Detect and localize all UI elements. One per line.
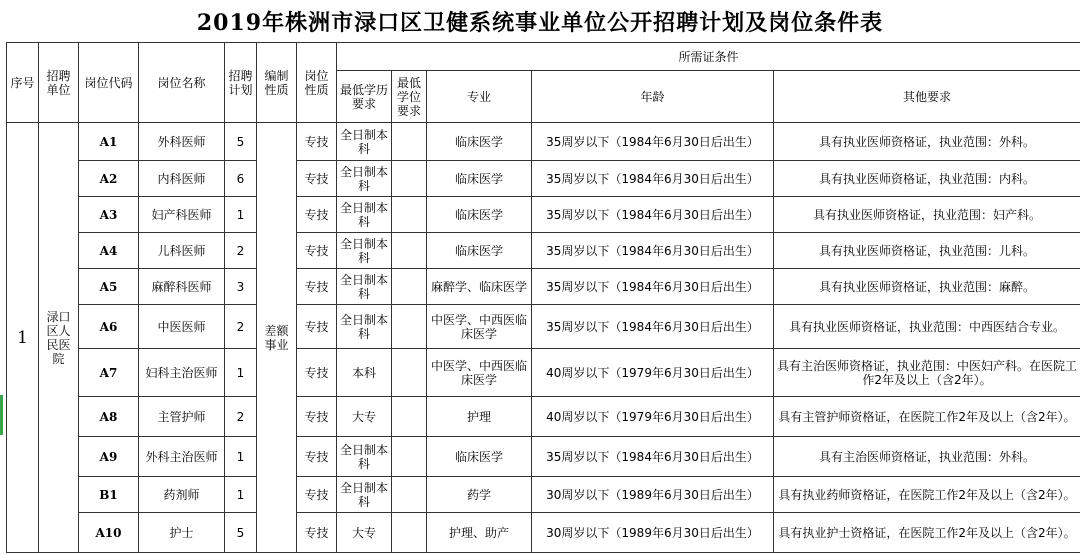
table-row	[7, 161, 1080, 197]
degree-cell	[392, 397, 427, 437]
header-name: 岗位名称	[139, 43, 225, 123]
plan-cell: 3	[225, 269, 257, 305]
nature-cell: 专技	[297, 233, 337, 269]
code-cell: A3	[79, 197, 139, 233]
age-cell: 35周岁以下（1984年6月30日后出生）	[532, 161, 774, 197]
edu-cell: 全日制本科	[337, 477, 392, 513]
major-cell: 麻醉学、临床医学	[427, 269, 532, 305]
name-cell: 中医医师	[139, 305, 225, 349]
degree-cell	[392, 233, 427, 269]
plan-cell: 1	[225, 349, 257, 397]
edu-cell: 大专	[337, 397, 392, 437]
staffing-cell: 差额事业	[257, 123, 297, 553]
nature-cell: 专技	[297, 269, 337, 305]
major-cell: 临床医学	[427, 197, 532, 233]
header-nature: 岗位性质	[297, 43, 337, 123]
nature-cell: 专技	[297, 305, 337, 349]
age-cell: 30周岁以下（1989年6月30日后出生）	[532, 513, 774, 553]
header-age: 年龄	[532, 71, 774, 123]
nature-cell: 专技	[297, 349, 337, 397]
table-row	[7, 197, 1080, 233]
code-cell: A2	[79, 161, 139, 197]
major-cell: 临床医学	[427, 233, 532, 269]
code-cell: B1	[79, 477, 139, 513]
nature-cell: 专技	[297, 477, 337, 513]
header-seq: 序号	[7, 43, 39, 123]
degree-cell	[392, 477, 427, 513]
degree-cell	[392, 161, 427, 197]
age-cell: 35周岁以下（1984年6月30日后出生）	[532, 305, 774, 349]
edu-cell: 全日制本科	[337, 197, 392, 233]
edu-cell: 全日制本科	[337, 123, 392, 161]
unit-cell: 渌口区人民医院	[39, 123, 79, 553]
name-cell: 外科主治医师	[139, 437, 225, 477]
other-cell: 具有执业医师资格证，执业范围：中西医结合专业。	[774, 305, 1080, 349]
edu-cell: 全日制本科	[337, 269, 392, 305]
other-cell: 具有执业医师资格证，执业范围：麻醉。	[774, 269, 1080, 305]
age-cell: 35周岁以下（1984年6月30日后出生）	[532, 123, 774, 161]
other-cell: 具有主管护师资格证，在医院工作2年及以上（含2年）。	[774, 397, 1080, 437]
other-cell: 具有执业医师资格证，执业范围：妇产科。	[774, 197, 1080, 233]
table-row	[7, 123, 1080, 161]
other-cell: 具有执业医师资格证，执业范围：内科。	[774, 161, 1080, 197]
plan-cell: 2	[225, 305, 257, 349]
edu-cell: 全日制本科	[337, 305, 392, 349]
table-row	[7, 305, 1080, 349]
table-row	[7, 233, 1080, 269]
nature-cell: 专技	[297, 513, 337, 553]
header-major: 专业	[427, 71, 532, 123]
code-cell: A4	[79, 233, 139, 269]
plan-cell: 2	[225, 233, 257, 269]
name-cell: 妇科主治医师	[139, 349, 225, 397]
age-cell: 35周岁以下（1984年6月30日后出生）	[532, 197, 774, 233]
header-conditions: 所需证条件	[337, 43, 1080, 71]
table-body	[7, 123, 1080, 553]
degree-cell	[392, 269, 427, 305]
nature-cell: 专技	[297, 437, 337, 477]
major-cell: 药学	[427, 477, 532, 513]
recruitment-table	[6, 42, 1080, 553]
name-cell: 外科医师	[139, 123, 225, 161]
other-cell: 具有主治医师资格证，执业范围：外科。	[774, 437, 1080, 477]
age-cell: 35周岁以下（1984年6月30日后出生）	[532, 233, 774, 269]
edu-cell: 全日制本科	[337, 233, 392, 269]
code-cell: A8	[79, 397, 139, 437]
header-other: 其他要求	[774, 71, 1080, 123]
nature-cell: 专技	[297, 197, 337, 233]
other-cell: 具有主治医师资格证，执业范围：中医妇产科。在医院工作2年及以上（含2年）。	[774, 349, 1080, 397]
age-cell: 35周岁以下（1984年6月30日后出生）	[532, 437, 774, 477]
age-cell: 35周岁以下（1984年6月30日后出生）	[532, 269, 774, 305]
edu-cell: 全日制本科	[337, 437, 392, 477]
age-cell: 40周岁以下（1979年6月30日后出生）	[532, 349, 774, 397]
major-cell: 临床医学	[427, 161, 532, 197]
header-unit: 招聘单位	[39, 43, 79, 123]
major-cell: 护理、助产	[427, 513, 532, 553]
code-cell: A1	[79, 123, 139, 161]
degree-cell	[392, 197, 427, 233]
other-cell: 具有执业药师资格证，在医院工作2年及以上（含2年）。	[774, 477, 1080, 513]
name-cell: 护士	[139, 513, 225, 553]
plan-cell: 6	[225, 161, 257, 197]
row-marker	[0, 395, 3, 435]
age-cell: 40周岁以下（1979年6月30日后出生）	[532, 397, 774, 437]
edu-cell: 全日制本科	[337, 161, 392, 197]
plan-cell: 2	[225, 397, 257, 437]
plan-cell: 1	[225, 477, 257, 513]
plan-cell: 5	[225, 513, 257, 553]
table-row	[7, 269, 1080, 305]
table-row	[7, 397, 1080, 437]
degree-cell	[392, 437, 427, 477]
page-title: 2019年株洲市渌口区卫健系统事业单位公开招聘计划及岗位条件表	[196, 9, 884, 36]
plan-cell: 1	[225, 197, 257, 233]
seq-cell: 1	[7, 123, 39, 553]
name-cell: 药剂师	[139, 477, 225, 513]
other-cell: 具有执业医师资格证，执业范围：外科。	[774, 123, 1080, 161]
header-code: 岗位代码	[79, 43, 139, 123]
degree-cell	[392, 349, 427, 397]
nature-cell: 专技	[297, 161, 337, 197]
plan-cell: 5	[225, 123, 257, 161]
table-row	[7, 349, 1080, 397]
age-cell: 30周岁以下（1989年6月30日后出生）	[532, 477, 774, 513]
degree-cell	[392, 513, 427, 553]
code-cell: A6	[79, 305, 139, 349]
code-cell: A10	[79, 513, 139, 553]
code-cell: A9	[79, 437, 139, 477]
major-cell: 临床医学	[427, 123, 532, 161]
degree-cell	[392, 305, 427, 349]
name-cell: 内科医师	[139, 161, 225, 197]
code-cell: A7	[79, 349, 139, 397]
edu-cell: 本科	[337, 349, 392, 397]
header-edu: 最低学历要求	[337, 71, 392, 123]
major-cell: 临床医学	[427, 437, 532, 477]
major-cell: 护理	[427, 397, 532, 437]
table-row	[7, 437, 1080, 477]
edu-cell: 大专	[337, 513, 392, 553]
name-cell: 麻醉科医师	[139, 269, 225, 305]
other-cell: 具有执业护士资格证，在医院工作2年及以上（含2年）。	[774, 513, 1080, 553]
table-row	[7, 477, 1080, 513]
name-cell: 主管护师	[139, 397, 225, 437]
nature-cell: 专技	[297, 397, 337, 437]
name-cell: 儿科医师	[139, 233, 225, 269]
nature-cell: 专技	[297, 123, 337, 161]
code-cell: A5	[79, 269, 139, 305]
other-cell: 具有执业医师资格证，执业范围：儿科。	[774, 233, 1080, 269]
header-staffing: 编制性质	[257, 43, 297, 123]
table-row	[7, 513, 1080, 553]
header-plan: 招聘计划	[225, 43, 257, 123]
major-cell: 中医学、中西医临床医学	[427, 349, 532, 397]
name-cell: 妇产科医师	[139, 197, 225, 233]
plan-cell: 1	[225, 437, 257, 477]
degree-cell	[392, 123, 427, 161]
major-cell: 中医学、中西医临床医学	[427, 305, 532, 349]
header-degree: 最低学位要求	[392, 71, 427, 123]
